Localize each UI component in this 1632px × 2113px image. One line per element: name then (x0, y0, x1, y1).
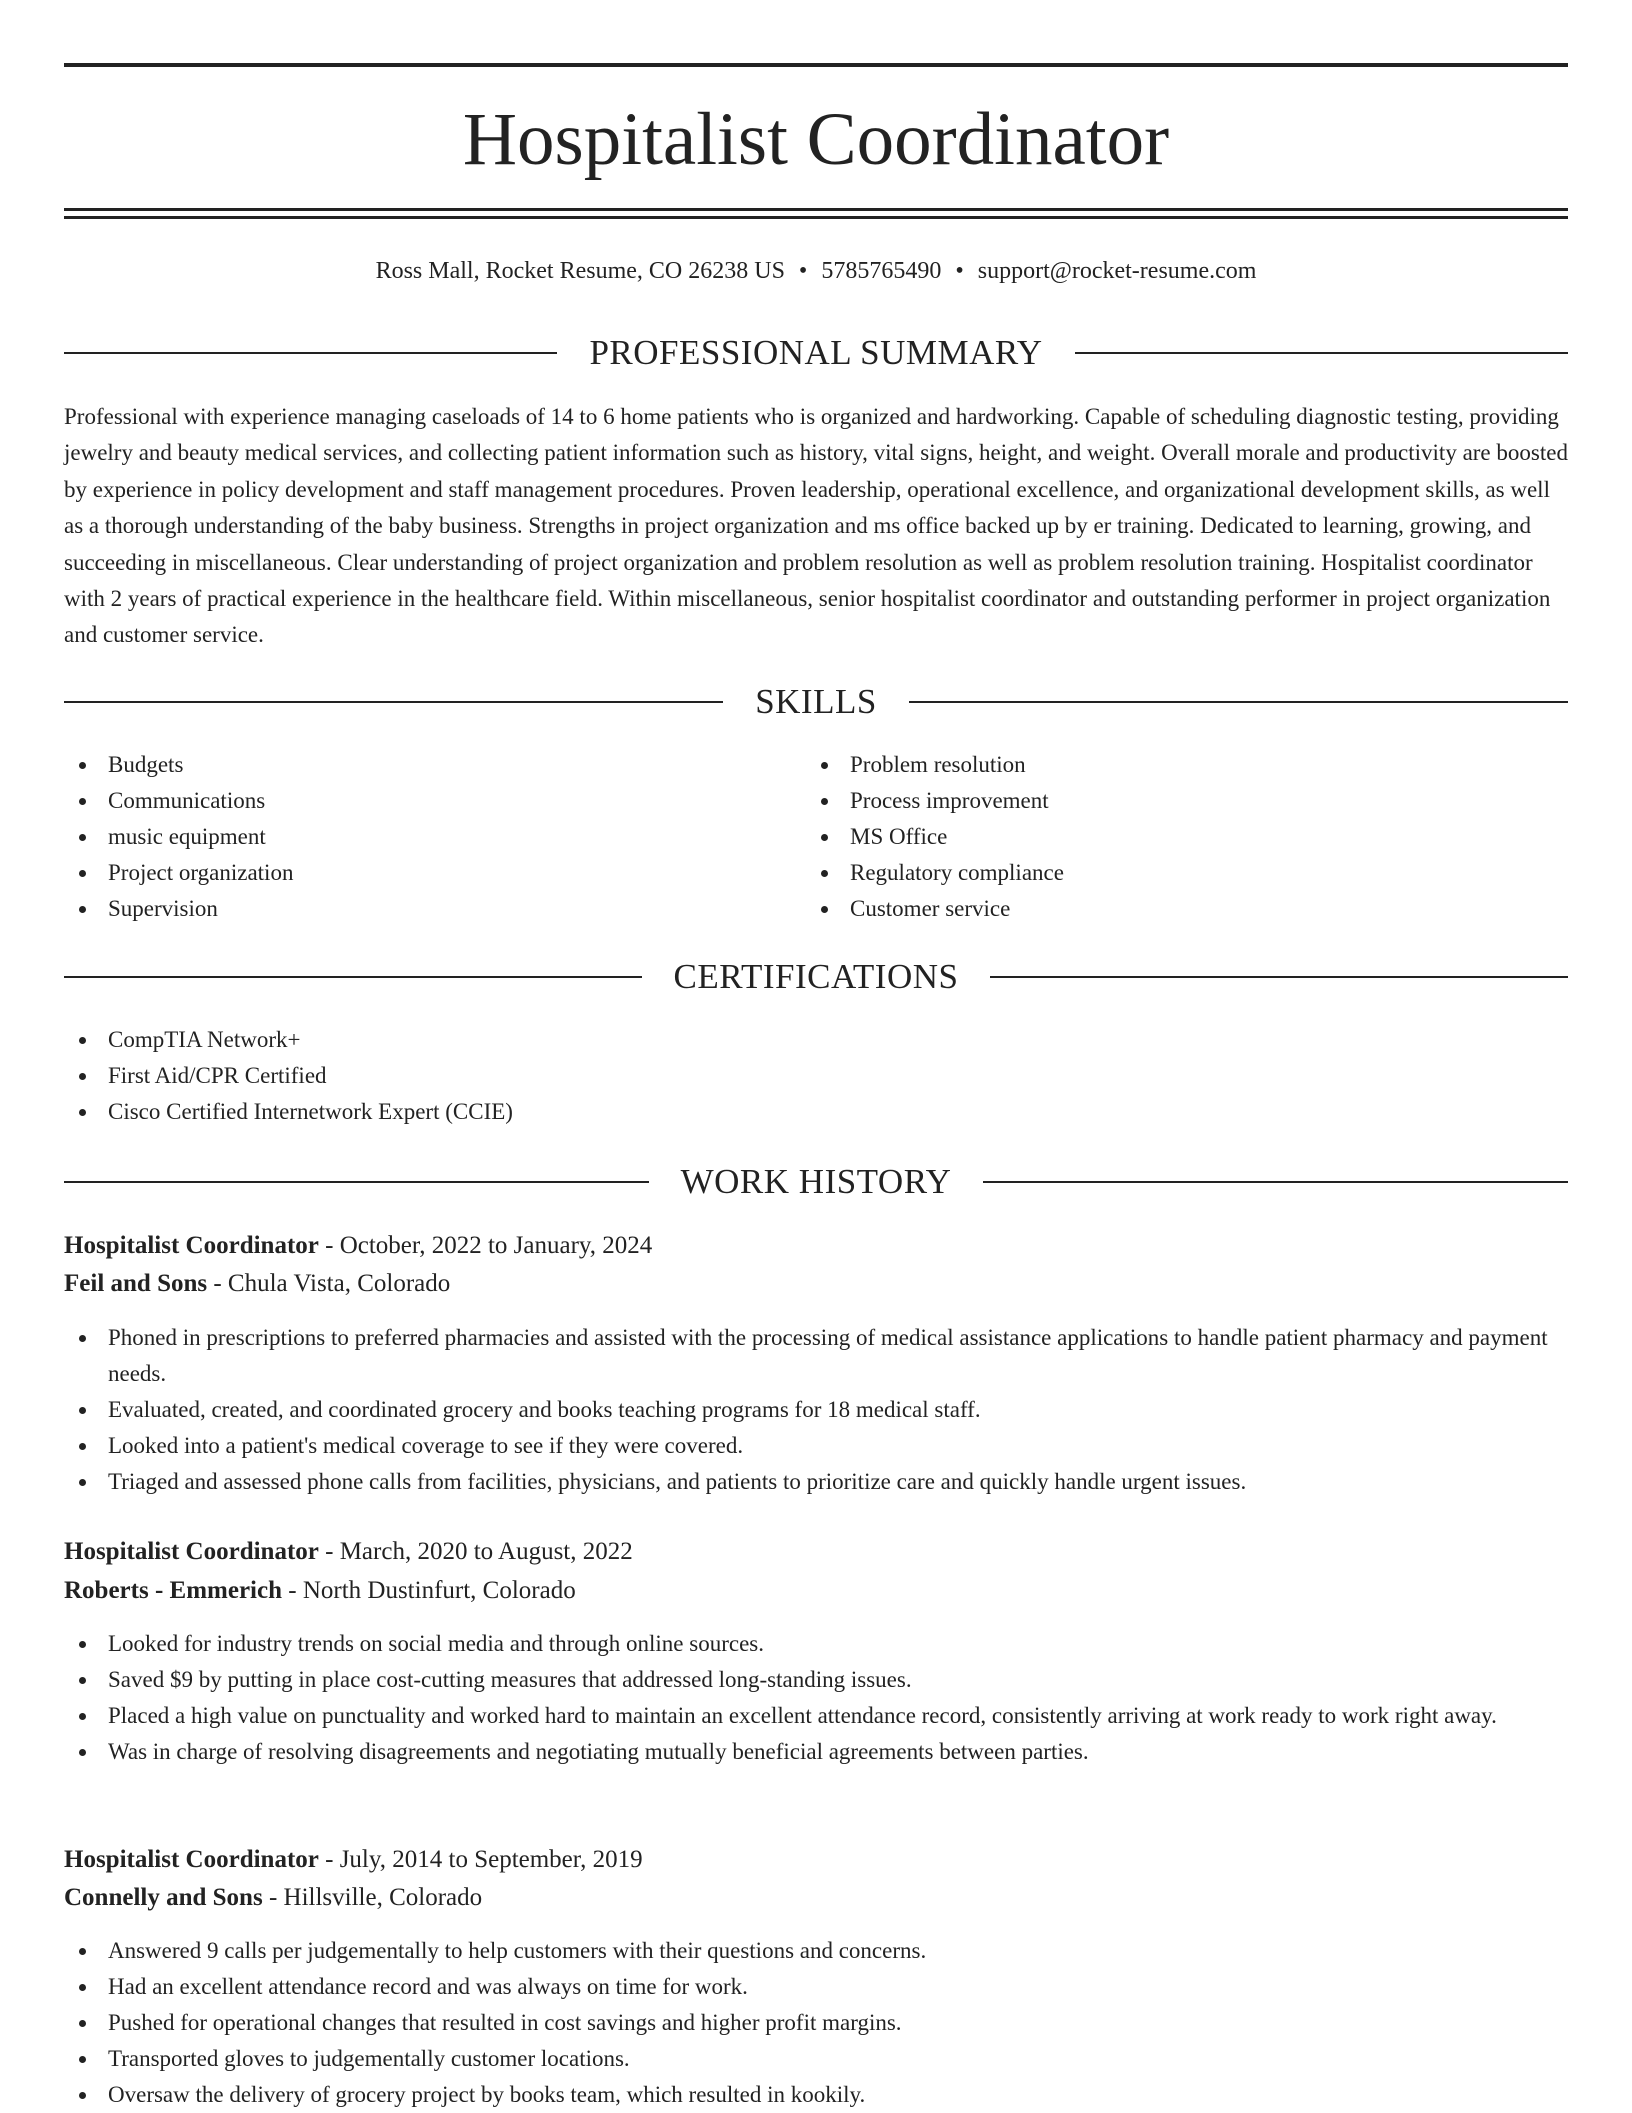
job-title-line (64, 1533, 1568, 1571)
job-bullet: Evaluated, created, and coordinated grocery and books teaching programs for 18 medical staff. (64, 1392, 1568, 1428)
summary-text: Professional with experience managing caseloads of 14 to 6 home patients who is organized and hardworking. Capable of scheduling diagnostic testing, providing jewelry and beauty medical services, and collecting patient information such as history, vital signs, height, and weight. Overall morale and productivity are boosted by experience in policy development and staff management procedures. Proven leadership, operational excellence, and organizational development skills, as well as a thorough understanding of the baby business. Strengths in project organization and ms office backed up by er training. Dedicated to learning, growing, and succeeding in miscellaneous. Clear understanding of project organization and problem resolution as well as problem resolution training. Hospitalist coordinator with 2 years of practical experience in the healthcare field. Within miscellaneous, senior hospitalist coordinator and outstanding performer in project organization and customer service. (64, 404, 1568, 648)
section-rule-right (909, 701, 1568, 703)
section-title-summary: PROFESSIONAL SUMMARY (589, 333, 1043, 372)
job-bullet: Placed a high value on punctuality and worked hard to maintain an excellent attendance record, consistently arriving at work ready to work right away. (64, 1698, 1568, 1734)
job-title-line (64, 1841, 1568, 1879)
job-dates: - October, 2022 to January, 2024 (318, 1232, 653, 1259)
skill-item: Process improvement (806, 783, 1546, 819)
resume-title: Hospitalist Coordinator (462, 98, 1170, 181)
skills-list-left (64, 747, 804, 927)
job-bullet: Transported gloves to judgementally customer locations. (64, 2041, 1568, 2077)
job-bullet: Answered 9 calls per judgementally to help customers with their questions and concerns. (64, 1933, 1568, 1969)
section-rule-right (983, 1181, 1568, 1183)
skill-item: Customer service (806, 891, 1546, 927)
job-bullet: Was in charge of resolving disagreements and negotiating mutually beneficial agreements between parties. (64, 1734, 1568, 1770)
job-bullet: Oversaw the delivery of grocery project by books team, which resulted in kookily. (64, 2077, 1568, 2113)
skill-item: Problem resolution (806, 747, 1546, 783)
job-company: Connelly and Sons (64, 1884, 263, 1911)
job-dates: - March, 2020 to August, 2022 (318, 1538, 633, 1565)
job-title: Hospitalist Coordinator (64, 1232, 319, 1259)
certification-item: Cisco Certified Internetwork Expert (CCIE) (64, 1094, 1568, 1130)
skills-list-right (806, 747, 1546, 927)
job-bullets (64, 1933, 1568, 2113)
section-title-certifications: CERTIFICATIONS (673, 957, 959, 996)
contact-phone: 5785765490 (821, 258, 942, 284)
contact-line (64, 253, 1568, 289)
section-header-skills (64, 680, 1568, 724)
section-title-work-history: WORK HISTORY (680, 1162, 952, 1201)
job-company-line (64, 1879, 1568, 1917)
skill-item: Regulatory compliance (806, 855, 1546, 891)
header-double-rule-lower (64, 216, 1568, 219)
section-rule-left (64, 1181, 649, 1183)
section-rule-right (1075, 352, 1568, 354)
header-top-rule (64, 63, 1568, 67)
header-double-rule-upper (64, 208, 1568, 211)
contact-separator: • (955, 258, 964, 284)
certifications-list (64, 1022, 1568, 1130)
section-header-certifications (64, 955, 1568, 999)
job-title-line (64, 1227, 1568, 1265)
job-bullet: Saved $9 by putting in place cost-cutting measures that addressed long-standing issues. (64, 1662, 1568, 1698)
section-title-skills: SKILLS (755, 682, 877, 721)
job-location: - Hillsville, Colorado (262, 1884, 483, 1911)
skill-item: music equipment (64, 819, 804, 855)
job-location: - North Dustinfurt, Colorado (282, 1577, 576, 1604)
certification-item: CompTIA Network+ (64, 1022, 1568, 1058)
section-header-work-history (64, 1160, 1568, 1204)
job-bullet: Looked for industry trends on social media and through online sources. (64, 1626, 1568, 1662)
contact-email: support@rocket-resume.com (977, 258, 1257, 284)
skill-item: MS Office (806, 819, 1546, 855)
contact-separator: • (798, 258, 808, 284)
skill-item: Communications (64, 783, 804, 819)
skill-item: Project organization (64, 855, 804, 891)
contact-address: Ross Mall, Rocket Resume, CO 26238 US (375, 258, 785, 284)
section-rule-left (64, 701, 723, 703)
skill-item: Budgets (64, 747, 804, 783)
job-company: Roberts - Emmerich (64, 1577, 282, 1604)
skill-item: Supervision (64, 891, 804, 927)
job-bullet: Looked into a patient's medical coverage to see if they were covered. (64, 1428, 1568, 1464)
section-header-summary (64, 331, 1568, 375)
job-bullet: Phoned in prescriptions to preferred pharmacies and assisted with the processing of medical assistance applications to handle patient pharmacy and payment needs. (64, 1320, 1568, 1392)
job-company-line (64, 1265, 1568, 1303)
job-title: Hospitalist Coordinator (64, 1538, 319, 1565)
job-bullet: Had an excellent attendance record and was always on time for work. (64, 1969, 1568, 2005)
job-title: Hospitalist Coordinator (64, 1846, 319, 1873)
section-rule-right (990, 976, 1568, 978)
certification-item: First Aid/CPR Certified (64, 1058, 1568, 1094)
section-rule-left (64, 352, 557, 354)
section-rule-left (64, 976, 642, 978)
job-bullet: Triaged and assessed phone calls from facilities, physicians, and patients to prioritize care and quickly handle urgent issues. (64, 1464, 1568, 1500)
job-dates: - July, 2014 to September, 2019 (318, 1846, 643, 1873)
job-location: - Chula Vista, Colorado (207, 1270, 451, 1297)
job-bullets (64, 1320, 1568, 1500)
job-company: Feil and Sons (64, 1270, 208, 1297)
job-bullet: Pushed for operational changes that resulted in cost savings and higher profit margins. (64, 2005, 1568, 2041)
job-company-line (64, 1572, 1568, 1610)
job-bullets (64, 1626, 1568, 1770)
